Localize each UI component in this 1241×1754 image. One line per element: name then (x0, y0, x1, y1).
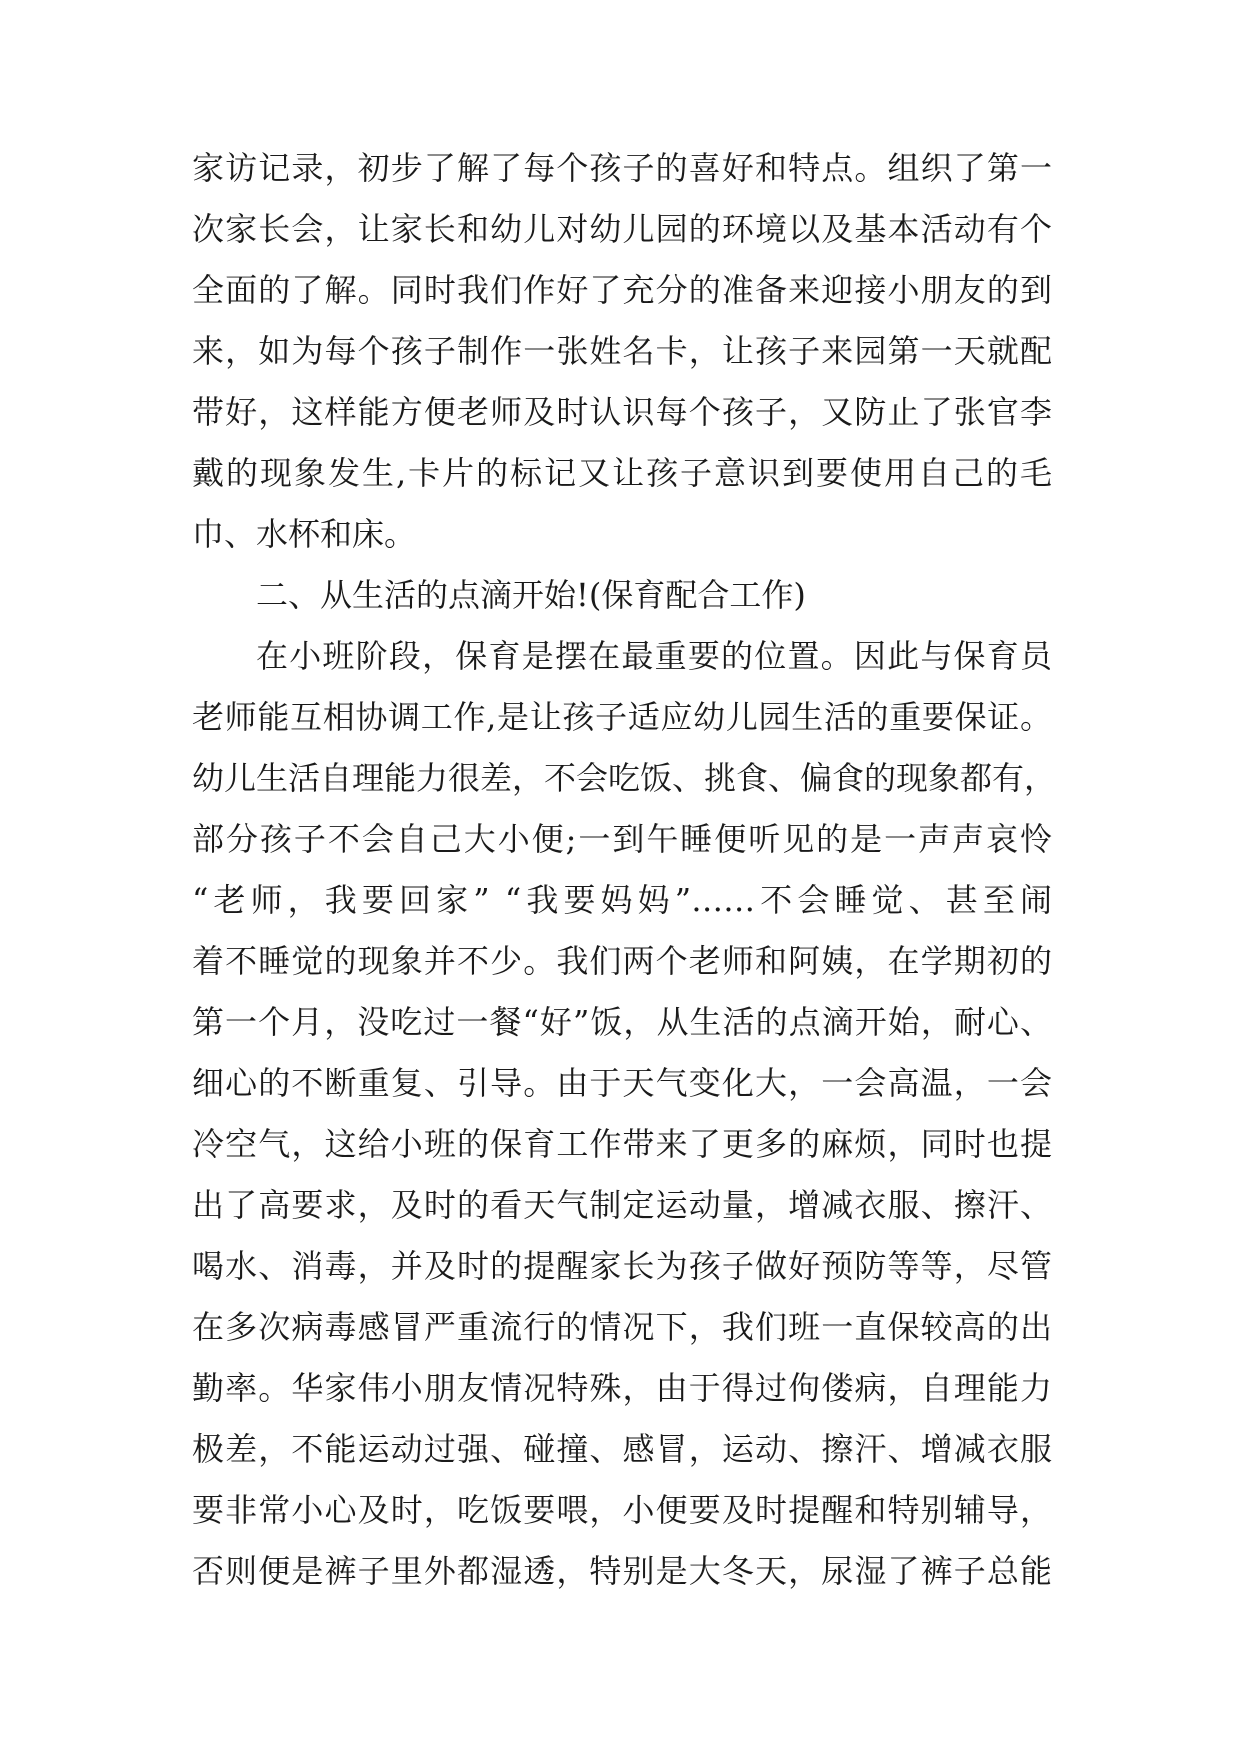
text-line: 戴的现象发生,卡片的标记又让孩子意识到要使用自己的毛 (192, 454, 1052, 492)
text-line: 着不睡觉的现象并不少。我们两个老师和阿姨，在学期初的 (192, 942, 1052, 980)
text-line: 勤率。华家伟小朋友情况特殊，由于得过佝偻病，自理能力 (192, 1369, 1052, 1407)
text-line: 带好，这样能方便老师及时认识每个孩子，又防止了张官李 (192, 393, 1052, 431)
text-line: 来，如为每个孩子制作一张姓名卡，让孩子来园第一天就配 (192, 332, 1052, 370)
text-line: 出了高要求，及时的看天气制定运动量，增减衣服、擦汗、 (192, 1186, 1052, 1224)
text-line: 第一个月，没吃过一餐“好”饭，从生活的点滴开始，耐心、 (192, 1003, 1052, 1041)
text-line: 全面的了解。同时我们作好了充分的准备来迎接小朋友的到 (192, 271, 1052, 309)
text-line: 冷空气，这给小班的保育工作带来了更多的麻烦，同时也提 (192, 1125, 1052, 1163)
text-line: 否则便是裤子里外都湿透，特别是大冬天，尿湿了裤子总能 (192, 1552, 1052, 1590)
text-line: 幼儿生活自理能力很差，不会吃饭、挑食、偏食的现象都有， (192, 759, 1057, 797)
text-line: 在小班阶段，保育是摆在最重要的位置。因此与保育员 (256, 637, 1052, 675)
text-line: 喝水、消毒，并及时的提醒家长为孩子做好预防等等，尽管 (192, 1247, 1052, 1285)
text-line: 细心的不断重复、引导。由于天气变化大，一会高温，一会 (192, 1064, 1052, 1102)
text-line: 要非常小心及时，吃饭要喂，小便要及时提醒和特别辅导， (192, 1491, 1052, 1529)
text-line: 极差，不能运动过强、碰撞、感冒，运动、擦汗、增减衣服 (192, 1430, 1052, 1468)
section-heading: 二、从生活的点滴开始!(保育配合工作) (256, 576, 806, 614)
text-line: 巾、水杯和床。 (192, 515, 417, 553)
text-line: 部分孩子不会自己大小便;一到午睡便听见的是一声声哀怜 (192, 820, 1052, 858)
text-line: 次家长会，让家长和幼儿对幼儿园的环境以及基本活动有个 (192, 210, 1052, 248)
body-text (192, 138, 1057, 1602)
text-line: 在多次病毒感冒严重流行的情况下，我们班一直保较高的出 (192, 1308, 1052, 1346)
text-line: “老师，我要回家” “我要妈妈”……不会睡觉、甚至闹 (192, 881, 1052, 919)
text-line: 老师能互相协调工作,是让孩子适应幼儿园生活的重要保证。 (192, 698, 1052, 736)
text-line: 家访记录，初步了解了每个孩子的喜好和特点。组织了第一 (192, 149, 1052, 187)
